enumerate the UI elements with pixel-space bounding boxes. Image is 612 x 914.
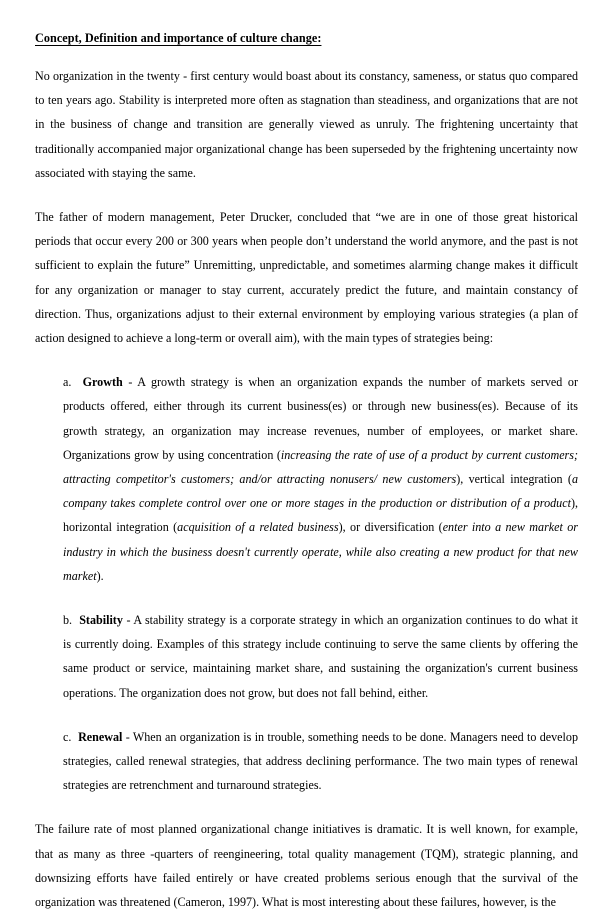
paragraph-intro: No organization in the twenty - first century would boast about its constancy, sameness, or status quo compared to ten years ago. Stability is interpreted more often as stagnation than steadiness, and organizations that are not in the business of change and transition are generally viewed as unruly. The frightening uncertainty that traditionally accompanied major organizational change has been superseded by the frightening uncertainty now associated with staying the same.	[35, 69, 578, 180]
list-marker-a: a.	[63, 375, 72, 390]
renewal-body: - When an organization is in trouble, something needs to be done. Managers need to develop strategies, called renewal strategies, that address declining performance. The two main types of renewal strategies are retrenchment and turnaround strategies.	[63, 729, 579, 793]
growth-italic-1: increasing the rate of use of a product by current customers; attracting competitor's customers; and/or attracting nonusers/ new customers	[63, 447, 578, 487]
list-marker-b: b.	[63, 613, 73, 628]
stability-body: - A stability strategy is a corporate strategy in which an organization continues to do what it is currently doing. Examples of this strategy include continuing to serve the same clients by offering the same product or service, maintaining market share, and sustaining the organization's current business operations. The organization does not grow, but does not fall behind, either.	[63, 613, 578, 700]
page-title: Concept, Definition and importance of culture change:	[35, 31, 322, 45]
paragraph-failure-rate: The failure rate of most planned organizational change initiatives is dramatic. It is well known, for example, that as many as three -quarters of reengineering, total quality management (TQM), strategic planning, and downsizing efforts have failed entirely or have created problems serious enough that the survival of the organization was threatened (Cameron, 1997). What is most interesting about these failures, however, is the	[35, 822, 578, 910]
paragraph-drucker: The father of modern management, Peter Drucker, concluded that “we are in one of those great historical periods that occur every 200 or 300 years when people don’t understand the world anymore, and the past is not sufficient to explain the future” Unremitting, unpredictable, and sometimes alarming change makes it difficult for any organization or manager to stay current, accurately predict the future, and maintain constancy of direction. Thus, organizations adjust to their external environment by employing various strategies (a plan of action designed to achieve a long-term or overall aim), with the main types of strategies being:	[35, 210, 578, 346]
list-item-stability	[63, 608, 578, 705]
term-renewal: Renewal	[78, 729, 123, 744]
growth-segment-1: - A growth strategy is when an organization expands the number of markets served or products offered, either through its current business(es) or through new business(es). Because of its growth strategy, an organization may increase revenues, number of employees, or market share. Organizations grow by using concentration (	[63, 375, 578, 462]
list-item-growth	[63, 370, 578, 588]
growth-italic-4: enter into a new market or industry in which the business doesn't currently operate, while also creating a new product for that new market	[63, 520, 578, 583]
growth-italic-2: a company takes complete control over one or more stages in the production or distribution of a product	[63, 472, 578, 511]
term-growth: Growth	[82, 375, 123, 390]
growth-italic-3: acquisition of a related business	[177, 520, 339, 535]
term-stability: Stability	[79, 613, 123, 628]
growth-segment-3: ), horizontal integration (	[63, 496, 578, 535]
list-item-renewal	[63, 725, 578, 798]
growth-segment-4: ), or diversification (	[338, 520, 443, 535]
list-marker-c: c.	[63, 729, 72, 744]
growth-segment-2: ), vertical integration (	[456, 472, 572, 487]
growth-segment-5: ).	[96, 568, 104, 583]
